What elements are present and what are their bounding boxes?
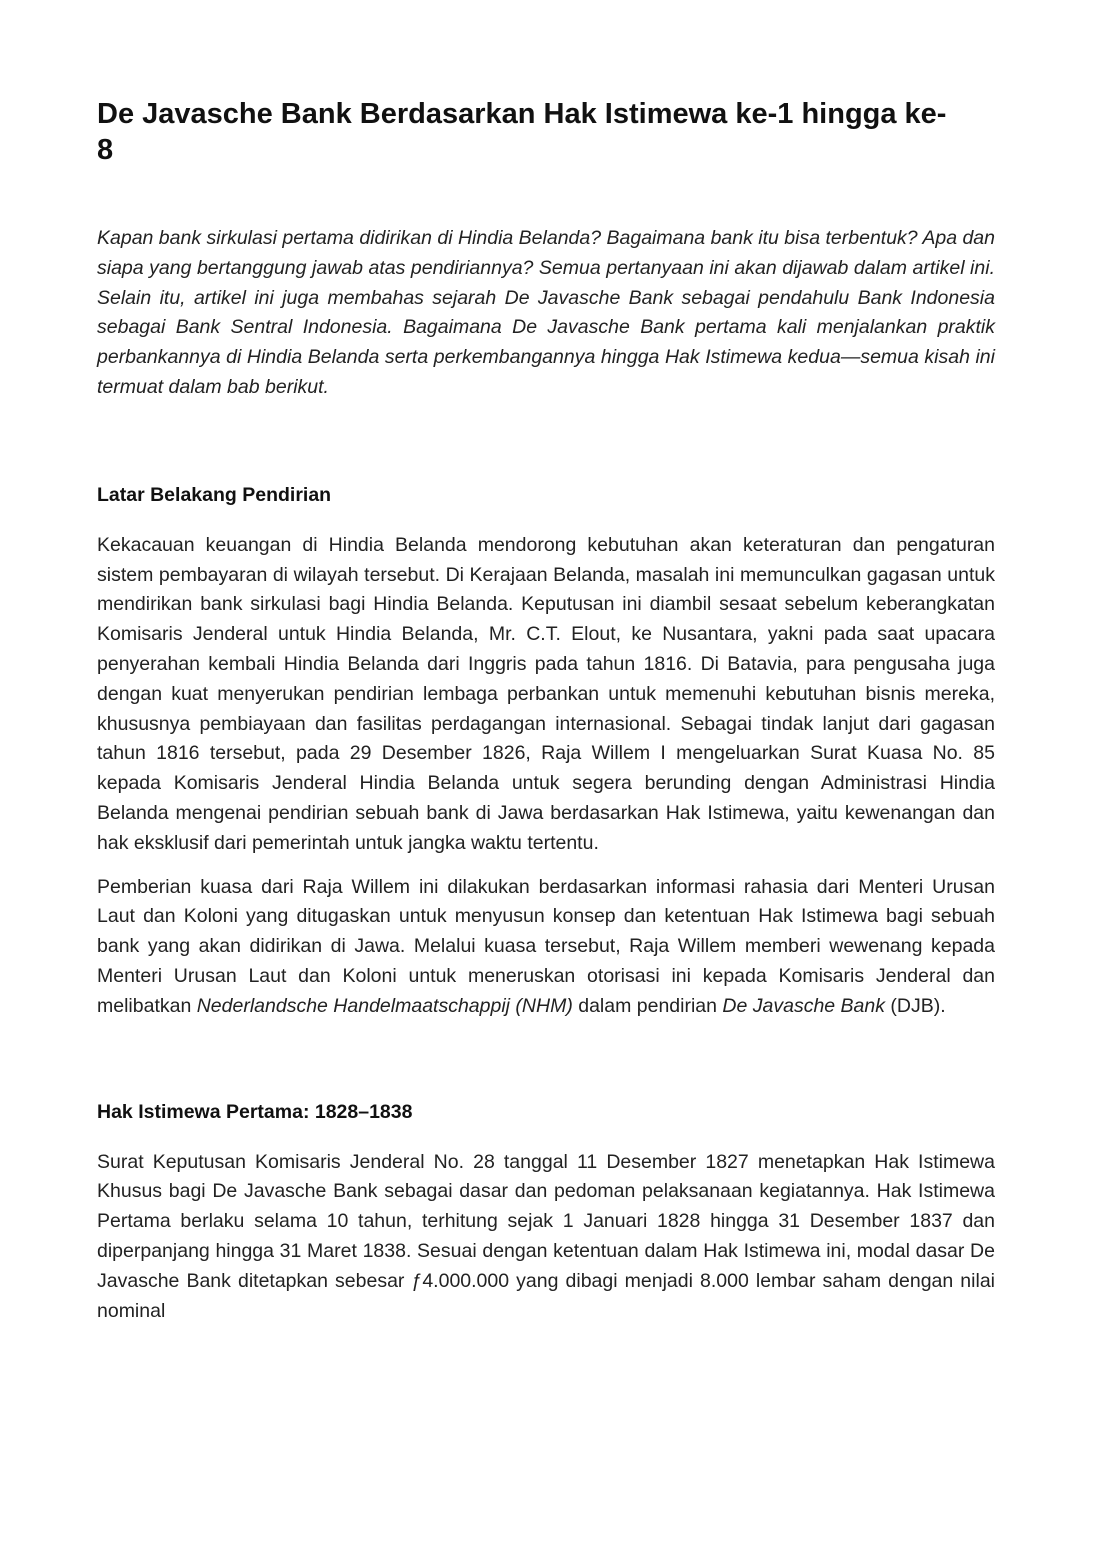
djb-name: De Javasche Bank: [722, 994, 885, 1017]
article-page: [97, 96, 995, 1326]
paragraph-latar-2-end: (DJB).: [885, 994, 946, 1017]
paragraph-latar-2-text: Pemberian kuasa dari Raja Willem ini dilakukan berdasarkan informasi rahasia dari Menteri Urusan Laut dan Koloni yang ditugaskan untuk menyusun konsep dan ketentuan Hak Istimewa bagi sebuah bank yang akan didirikan di Jawa. Melalui kuasa tersebut, Raja Willem memberi wewenang kepada Menteri Urusan Laut dan Koloni untuk meneruskan otorisasi ini kepada Komisaris Jenderal dan melibatkan: [97, 875, 995, 1017]
article-intro: Kapan bank sirkulasi pertama didirikan di Hindia Belanda? Bagaimana bank itu bisa terbentuk? Apa dan siapa yang bertanggung jawab atas pendiriannya? Semua pertanyaan ini akan dijawab dalam artikel ini. Selain itu, artikel ini juga membahas sejarah De Javasche Bank sebagai pendahulu Bank Indonesia sebagai Bank Sentral Indonesia. Bagaimana De Javasche Bank pertama kali menjalankan praktik perbankannya di Hindia Belanda serta perkembangannya hingga Hak Istimewa kedua—semua kisah ini termuat dalam bab berikut.: [97, 227, 995, 398]
section-heading-latar-belakang: Latar Belakang Pendirian: [97, 483, 332, 506]
paragraph-hak-1: Surat Keputusan Komisaris Jenderal No. 28 tanggal 11 Desember 1827 menetapkan Hak Istimewa Khusus bagi De Javasche Bank sebagai dasar dan pedoman pelaksanaan kegiatannya. Hak Istimewa Pertama berlaku selama 10 tahun, terhitung sejak 1 Januari 1828 hingga 31 Desember 1837 dan diperpanjang hingga 31 Maret 1838. Sesuai dengan ketentuan dalam Hak Istimewa ini, modal dasar De Javasche Bank ditetapkan sebesar ƒ4.000.000 yang dibagi menjadi 8.000 lembar saham dengan nilai nominal: [97, 1150, 995, 1322]
section-heading-hak-istimewa-pertama: Hak Istimewa Pertama: 1828–1838: [97, 1100, 413, 1123]
paragraph-latar-2-mid: dalam pendirian: [572, 994, 723, 1017]
article-title: De Javasche Bank Berdasarkan Hak Istimewa ke-1 hingga ke-8: [97, 98, 947, 166]
nhm-name: Nederlandsche Handelmaatschappij (NHM): [196, 994, 573, 1017]
paragraph-latar-1: Kekacauan keuangan di Hindia Belanda mendorong kebutuhan akan keteraturan dan pengaturan sistem pembayaran di wilayah tersebut. Di Kerajaan Belanda, masalah ini memunculkan gagasan untuk mendirikan bank sirkulasi bagi Hindia Belanda. Keputusan ini diambil sesaat sebelum keberangkatan Komisaris Jenderal untuk Hindia Belanda, Mr. C.T. Elout, ke Nusantara, yakni pada saat upacara penyerahan kembali Hindia Belanda dari Inggris pada tahun 1816. Di Batavia, para pengusaha juga dengan kuat menyerukan pendirian lembaga perbankan untuk memenuhi kebutuhan bisnis mereka, khususnya pembiayaan dan fasilitas perdagangan internasional. Sebagai tindak lanjut dari gagasan tahun 1816 tersebut, pada 29 Desember 1826, Raja Willem I mengeluarkan Surat Kuasa No. 85 kepada Komisaris Jenderal Hindia Belanda untuk segera berunding dengan Administrasi Hindia Belanda mengenai pendirian sebuah bank di Jawa berdasarkan Hak Istimewa, yaitu kewenangan dan hak eksklusif dari pemerintah untuk jangka waktu tertentu.: [97, 533, 995, 854]
paragraph-latar-2: [97, 873, 995, 1022]
